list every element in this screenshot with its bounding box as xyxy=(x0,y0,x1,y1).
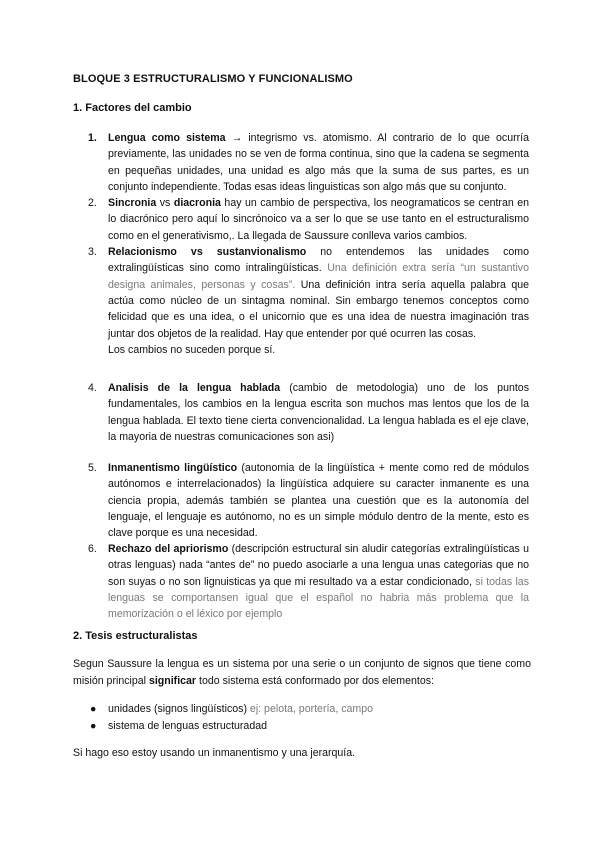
item-text: → integrismo vs. atomismo. Al contrario de lo que ocurría previamente, las unidades no se ven de forma continua, sino que la cadena se segmenta en pequeñas unidades, una unidad es algo más que la suma de sus partes, es un conjunto independiente. Todas esas ideas linguisticas son algo más que su conjunto. xyxy=(108,132,529,193)
item-text: hay un cambio de perspectiva, los neogramaticos se centran en lo diacrónico pero aquí lo sincrónoico va a ser lo que se use tanto en el estructuralismo como en el generativismo,. La llegada de Saussure conlleva varios cambios. xyxy=(108,197,529,242)
list-item-2 xyxy=(88,195,529,244)
item-term: Analisis de la lengua hablada xyxy=(108,382,281,394)
paragraph-bold-term: significar xyxy=(148,675,197,687)
section-heading-tesis: 2. Tesis estructuralistas xyxy=(73,630,198,642)
paragraph-text: Segun Saussure la lengua es un sistema por una serie o un conjunto de signos que tiene como misión principal xyxy=(73,658,531,687)
item-number: 4. xyxy=(88,382,97,394)
numbered-list-item-4 xyxy=(88,380,529,445)
item-muted-note: si todas las lenguas se comportansen igual que el español no habria más problema que la memorización o el léxico por ejemplo xyxy=(108,575,529,621)
item-term-a: Sincronia xyxy=(108,197,157,210)
bullet-list xyxy=(90,701,530,734)
item-term: Inmanentismo lingüístico xyxy=(108,462,238,474)
bullet-text: sistema de lenguas estructuradad xyxy=(108,719,267,732)
item-number: 2. xyxy=(88,197,97,210)
item-text: (cambio de metodologia) uno de los puntos fundamentales, los cambios en la lengua escrita son muchos mas lentos que los de la lengua hablada. El texto tiene cierta convencionalidad. La lengua hablada es el eje clave, la mayoria de nuestras comunicaciones son asi) xyxy=(108,382,529,443)
bullet-item-1 xyxy=(90,701,530,718)
bullet-dot-icon: ● xyxy=(90,703,97,715)
bullet-example: ej: pelota, portería, campo xyxy=(249,703,373,715)
item-term: Rechazo del apriorismo xyxy=(108,543,229,555)
paragraph-conclusion: Si hago eso estoy usando un inmanentismo y una jerarquía. xyxy=(73,747,356,759)
list-item-5 xyxy=(88,460,529,541)
item-extra-line: Los cambios no suceden porque sí. xyxy=(108,343,276,356)
bullet-dot-icon: ● xyxy=(90,719,97,732)
item-term: Lengua como sistema xyxy=(108,132,226,144)
document-title: BLOQUE 3 ESTRUCTURALISMO Y FUNCIONALISMO xyxy=(73,73,353,85)
list-item-4 xyxy=(88,380,529,445)
item-term-b: diacronia xyxy=(173,197,221,210)
list-item-1 xyxy=(88,130,529,195)
item-term: Relacionismo vs sustanvionalismo xyxy=(108,246,307,259)
paragraph-text-end: todo sistema está conformado por dos elementos: xyxy=(196,675,434,687)
item-text-continued: Una definición intra sería aquella palabra que actúa como núcleo de un sintagma nominal. Sin embargo tenemos conceptos como felicidad que es una idea, o el unicornio que es una idea de nuestra imaginación tras juntar dos objetos de la realidad. Hay que entender por qué ocurren las cosas. xyxy=(108,278,530,340)
list-item-3 xyxy=(88,244,530,342)
paragraph-saussure xyxy=(73,656,531,690)
item-number: 1. xyxy=(88,132,97,144)
list-item-6 xyxy=(88,541,529,622)
item-number: 6. xyxy=(88,543,97,555)
numbered-list-part-1 xyxy=(88,130,530,358)
item-text: no entendemos las unidades como extralingüísticas sino como intralingüísticas. xyxy=(108,246,529,275)
bullet-item-2 xyxy=(90,718,530,735)
section-heading-factores: 1. Factores del cambio xyxy=(73,102,192,114)
numbered-list-item-5 xyxy=(88,460,529,541)
item-number: 5. xyxy=(88,462,97,474)
numbered-list-item-6 xyxy=(88,541,529,622)
item-muted-note: Una definición extra sería “un sustantivo designa animales, personas y cosas”. xyxy=(108,262,529,291)
item-mid: vs xyxy=(156,197,174,210)
item-text: (descripción estructural sin aludir categorías extralingüísticas u otras lenguas) nada “antes de” no puedo asociarle a una lengua unas categorias que no son suyas o no son lignuisticas ya que mi resultado va a estar condicionado, xyxy=(108,543,529,588)
bullet-text: unidades (signos lingüísticos) xyxy=(108,703,250,715)
item-text: (autonomia de la lingüística + mente como red de módulos autónomos e interrelacionados) la lingüística adquiere su caracter inmanente es una ciencia propia, además también se plantea una cuestión que es la autonomía del lenguaje, el lenguaje es autónomo, no es un simple módulo dentro de la mente, esto es clave porque es una necesidad. xyxy=(108,462,529,540)
item-number: 3. xyxy=(88,246,97,259)
